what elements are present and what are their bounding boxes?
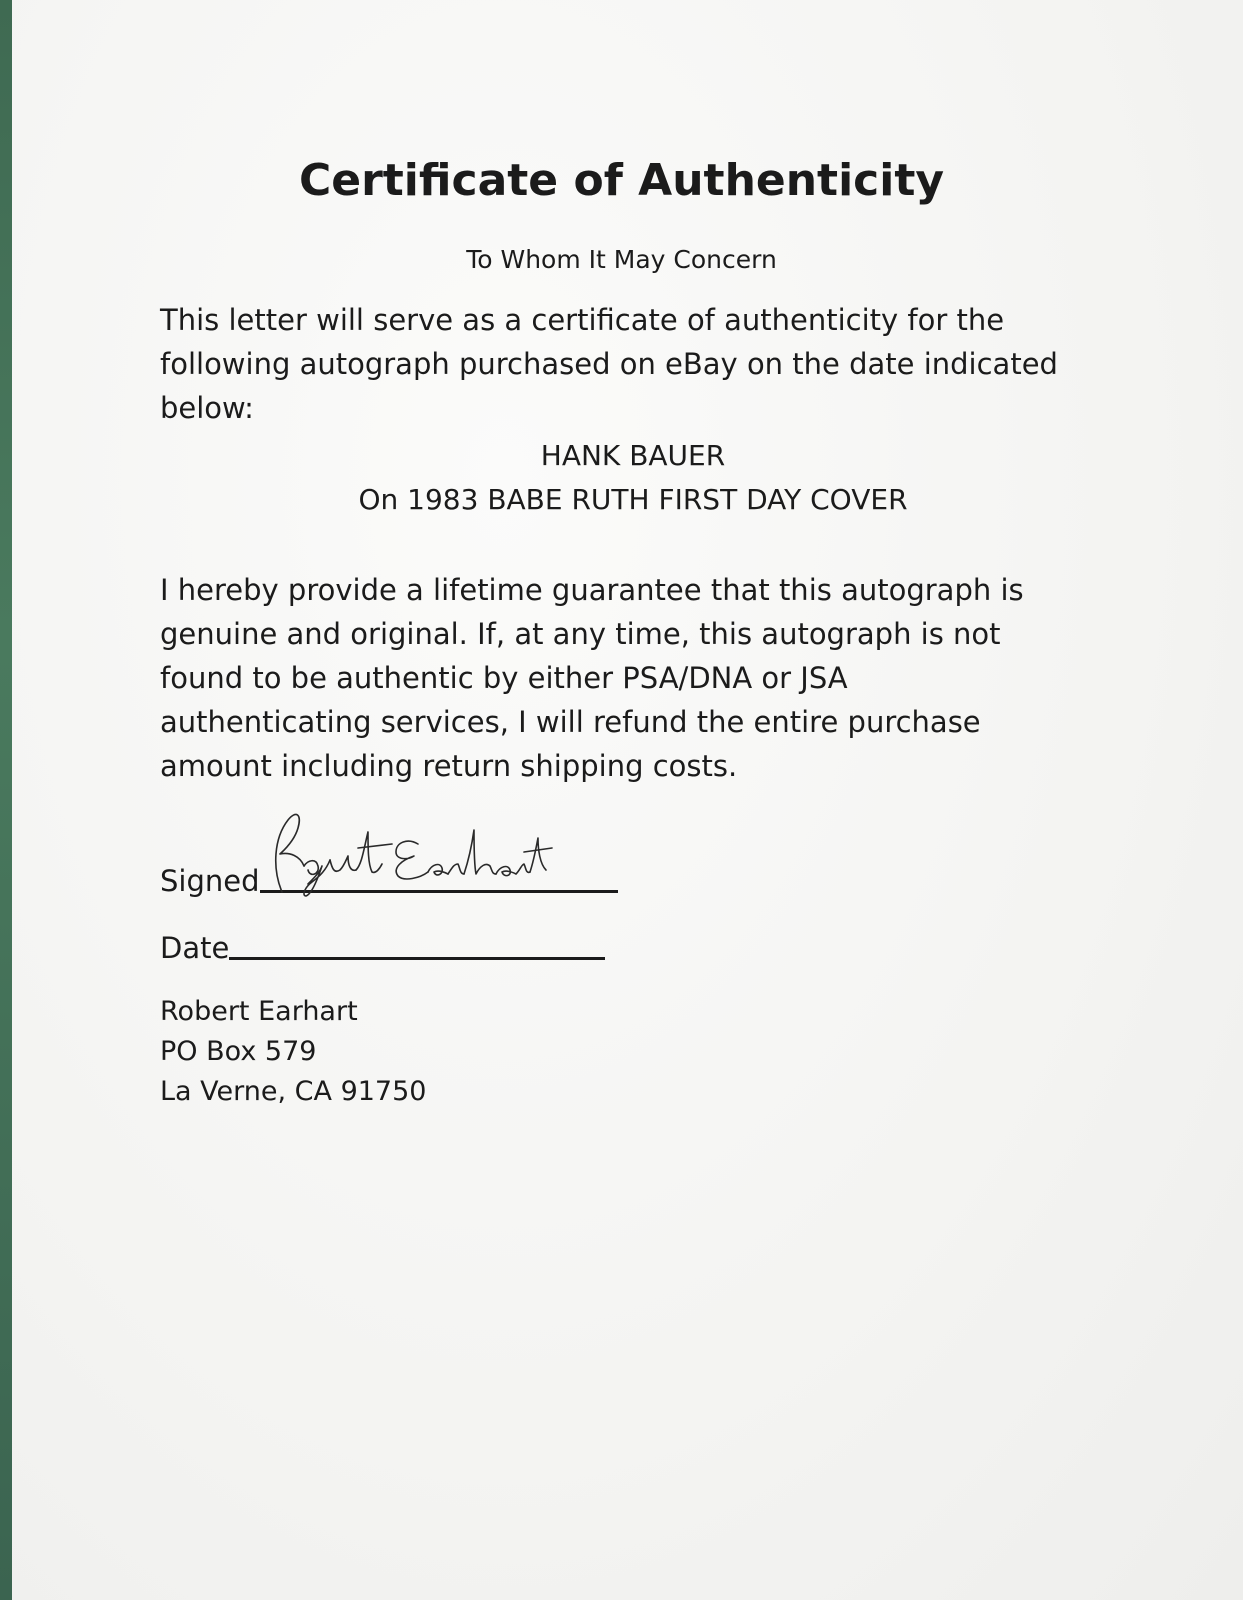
intro-line: following autograph purchased on eBay on the date indicated [160,347,1058,381]
date-field [160,922,605,968]
guarantee-line: genuine and original. If, at any time, this autograph is not [160,617,1001,651]
scan-edge [0,0,12,1600]
guarantee-line: found to be authentic by either PSA/DNA or JSA [160,661,848,695]
intro-paragraph [160,298,1120,430]
salutation: To Whom It May Concern [466,245,777,274]
sender-address [160,992,426,1112]
intro-line: below: [160,391,254,425]
date-label: Date [160,931,230,965]
address-line: La Verne, CA 91750 [160,1076,427,1107]
guarantee-line: amount including return shipping costs. [160,749,738,783]
date-line [229,921,605,960]
guarantee-line: I hereby provide a lifetime guarantee that this autograph is [160,573,1024,607]
item-name: HANK BAUER [540,439,726,472]
page-title: Certificate of Authenticity [298,155,945,206]
intro-line: This letter will serve as a certificate of authenticity for the [160,303,1005,337]
signed-label: Signed [160,864,260,898]
guarantee-line: authenticating services, I will refund the entire purchase [160,705,981,739]
address-line: PO Box 579 [160,1036,317,1067]
address-name: Robert Earhart [160,996,358,1027]
guarantee-paragraph [160,568,1120,788]
item-description: On 1983 BABE RUTH FIRST DAY COVER [358,483,908,516]
paper-sheet [12,0,1243,1600]
handwritten-signature [268,808,558,898]
